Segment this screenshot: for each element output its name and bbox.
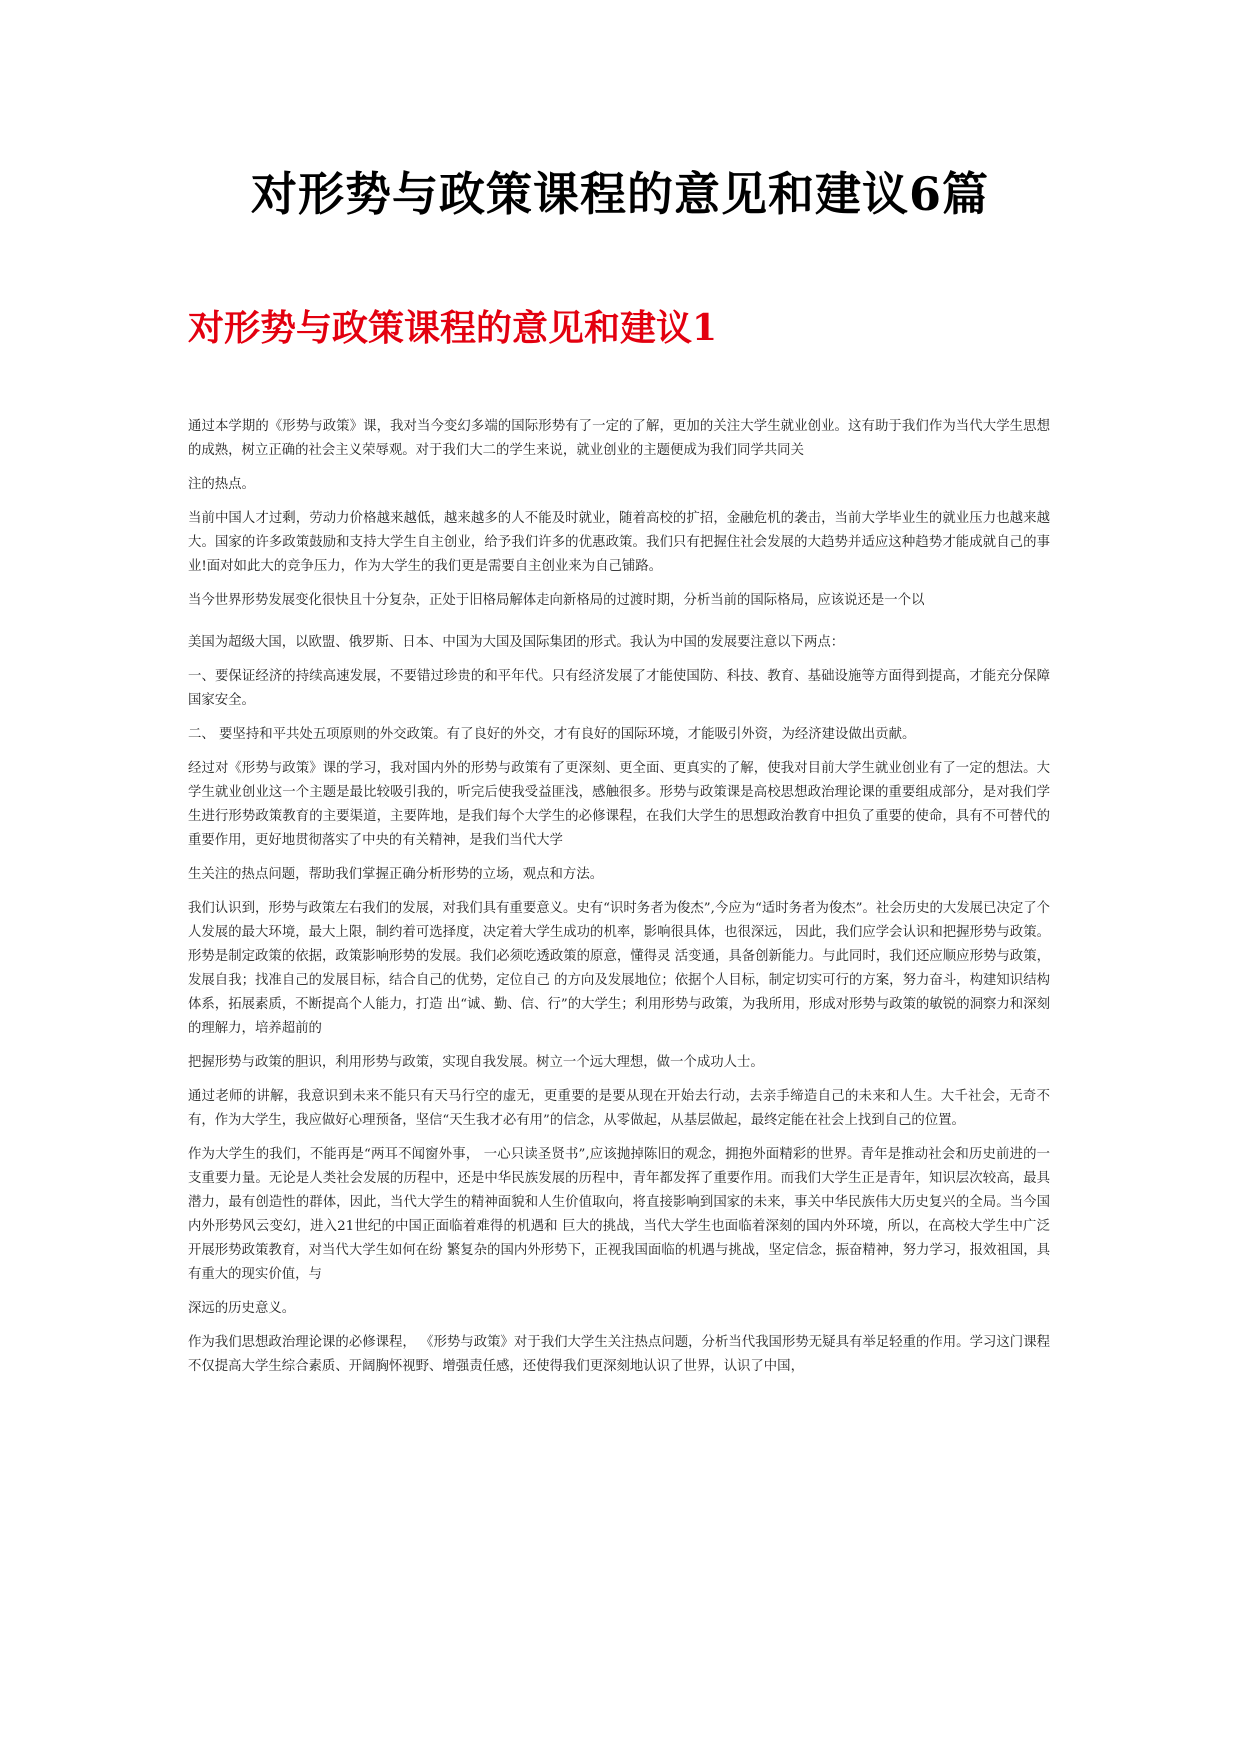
document-body: [188, 415, 1050, 1389]
paragraph: 当前中国人才过剩，劳动力价格越来越低，越来越多的人不能及时就业，随着高校的扩招，金融危机的袭击，当前大学毕业生的就业压力也越来越大。国家的许多政策鼓励和支持大学生自主创业，给予我们许多的优惠政策。我们只有把握住社会发展的大趋势并适应这种趋势才能成就自己的事业!面对如此大的竞争压力，作为大学生的我们更是需要自主创业来为自己铺路。: [188, 511, 1050, 574]
paragraph: 二、 要坚持和平共处五项原则的外交政策。有了良好的外交，才有良好的国际环境，才能吸引外资，为经济建设做出贡献。: [188, 727, 916, 742]
document-title: 对形势与政策课程的意见和建议6篇: [250, 167, 989, 221]
paragraph: 通过老师的讲解，我意识到未来不能只有天马行空的虚无，更重要的是要从现在开始去行动，去亲手缔造自己的未来和人生。大千社会，无奇不有，作为大学生，我应做好心理预备，坚信“天生我才必有用”的信念，从零做起，从基层做起，最终定能在社会上找到自己的位置。: [188, 1089, 1050, 1128]
paragraph: 通过本学期的《形势与政策》课，我对当今变幻多端的国际形势有了一定的了解，更加的关注大学生就业创业。这有助于我们作为当代大学生思想的成熟，树立正确的社会主义荣辱观。对于我们大二的学生来说，就业创业的主题便成为我们同学共同关: [188, 419, 1050, 458]
paragraph: 经过对《形势与政策》课的学习，我对国内外的形势与政策有了更深刻、更全面、更真实的了解，使我对目前大学生就业创业有了一定的想法。大学生就业创业这一个主题是最比较吸引我的，听完后使我受益匪浅，感触很多。形势与政策课是高校思想政治理论课的重要组成部分，是对我们学生进行形势政策教育的主要渠道，主要阵地，是我们每个大学生的必修课程，在我们大学生的思想政治教育中担负了重要的使命，具有不可替代的重要作用，更好地贯彻落实了中央的有关精神，是我们当代大学: [188, 761, 1050, 848]
paragraph: 注的热点。: [188, 477, 255, 492]
paragraph: 美国为超级大国，以欧盟、俄罗斯、日本、中国为大国及国际集团的形式。我认为中国的发展要注意以下两点：: [188, 635, 845, 650]
paragraph: 深远的历史意义。: [188, 1301, 296, 1316]
section-heading: 对形势与政策课程的意见和建议1: [188, 307, 718, 349]
paragraph: 一、要保证经济的持续高速发展，不要错过珍贵的和平年代。只有经济发展了才能使国防、科技、教育、基础设施等方面得到提高，才能充分保障国家安全。: [188, 669, 1050, 708]
paragraph: 作为我们思想政治理论课的必修课程， 《形势与政策》对于我们大学生关注热点问题，分析当代我国形势无疑具有举足轻重的作用。学习这门课程不仅提高大学生综合素质、开阔胸怀视野、增强责任感，还使得我们更深刻地认识了世界，认识了中国，: [188, 1335, 1050, 1374]
paragraph: 当今世界形势发展变化很快且十分复杂，正处于旧格局解体走向新格局的过渡时期，分析当前的国际格局，应该说还是一个以: [188, 593, 925, 608]
paragraph: 生关注的热点问题，帮助我们掌握正确分析形势的立场，观点和方法。: [188, 867, 604, 882]
paragraph: 把握形势与政策的胆识，利用形势与政策，实现自我发展。树立一个远大理想，做一个成功人士。: [188, 1055, 764, 1070]
paragraph: 我们认识到，形势与政策左右我们的发展，对我们具有重要意义。史有“识时务者为俊杰”,今应为“适时务者为俊杰”。社会历史的大发展已决定了个人发展的最大环境，最大上限，制约着可选择度，决定着大学生成功的机率，影响很具体，也很深远， 因此，我们应学会认识和把握形势与政策。形势是制定政策的依据，政策影响形势的发展。我们必须吃透政策的原意，懂得灵 活变通，具备创新能力。与此同时，我们还应顺应形势与政策，发展自我；找准自己的发展目标，结合自己的优势，定位自己 的方向及发展地位；依据个人目标，制定切实可行的方案，努力奋斗，构建知识结构体系，拓展素质，不断提高个人能力，打造 出“诚、勤、信、行”的大学生；利用形势与政策，为我所用，形成对形势与政策的敏锐的洞察力和深刻的理解力，培养超前的: [188, 901, 1050, 1036]
paragraph: 作为大学生的我们，不能再是“两耳不闻窗外事， 一心只读圣贤书”,应该抛掉陈旧的观念，拥抱外面精彩的世界。青年是推动社会和历史前进的一支重要力量。无论是人类社会发展的历程中，还是中华民族发展的历程中，青年都发挥了重要作用。而我们大学生正是青年，知识层次较高，最具潜力，最有创造性的群体，因此，当代大学生的精神面貌和人生价值取向，将直接影响到国家的未来，事关中华民族伟大历史复兴的全局。当今国内外形势风云变幻，进入21世纪的中国正面临着难得的机遇和 巨大的挑战，当代大学生也面临着深刻的国内外环境，所以，在高校大学生中广泛开展形势政策教育，对当代大学生如何在纷 繁复杂的国内外形势下，正视我国面临的机遇与挑战，坚定信念，振奋精神，努力学习，报效祖国，具有重大的现实价值，与: [188, 1147, 1050, 1282]
